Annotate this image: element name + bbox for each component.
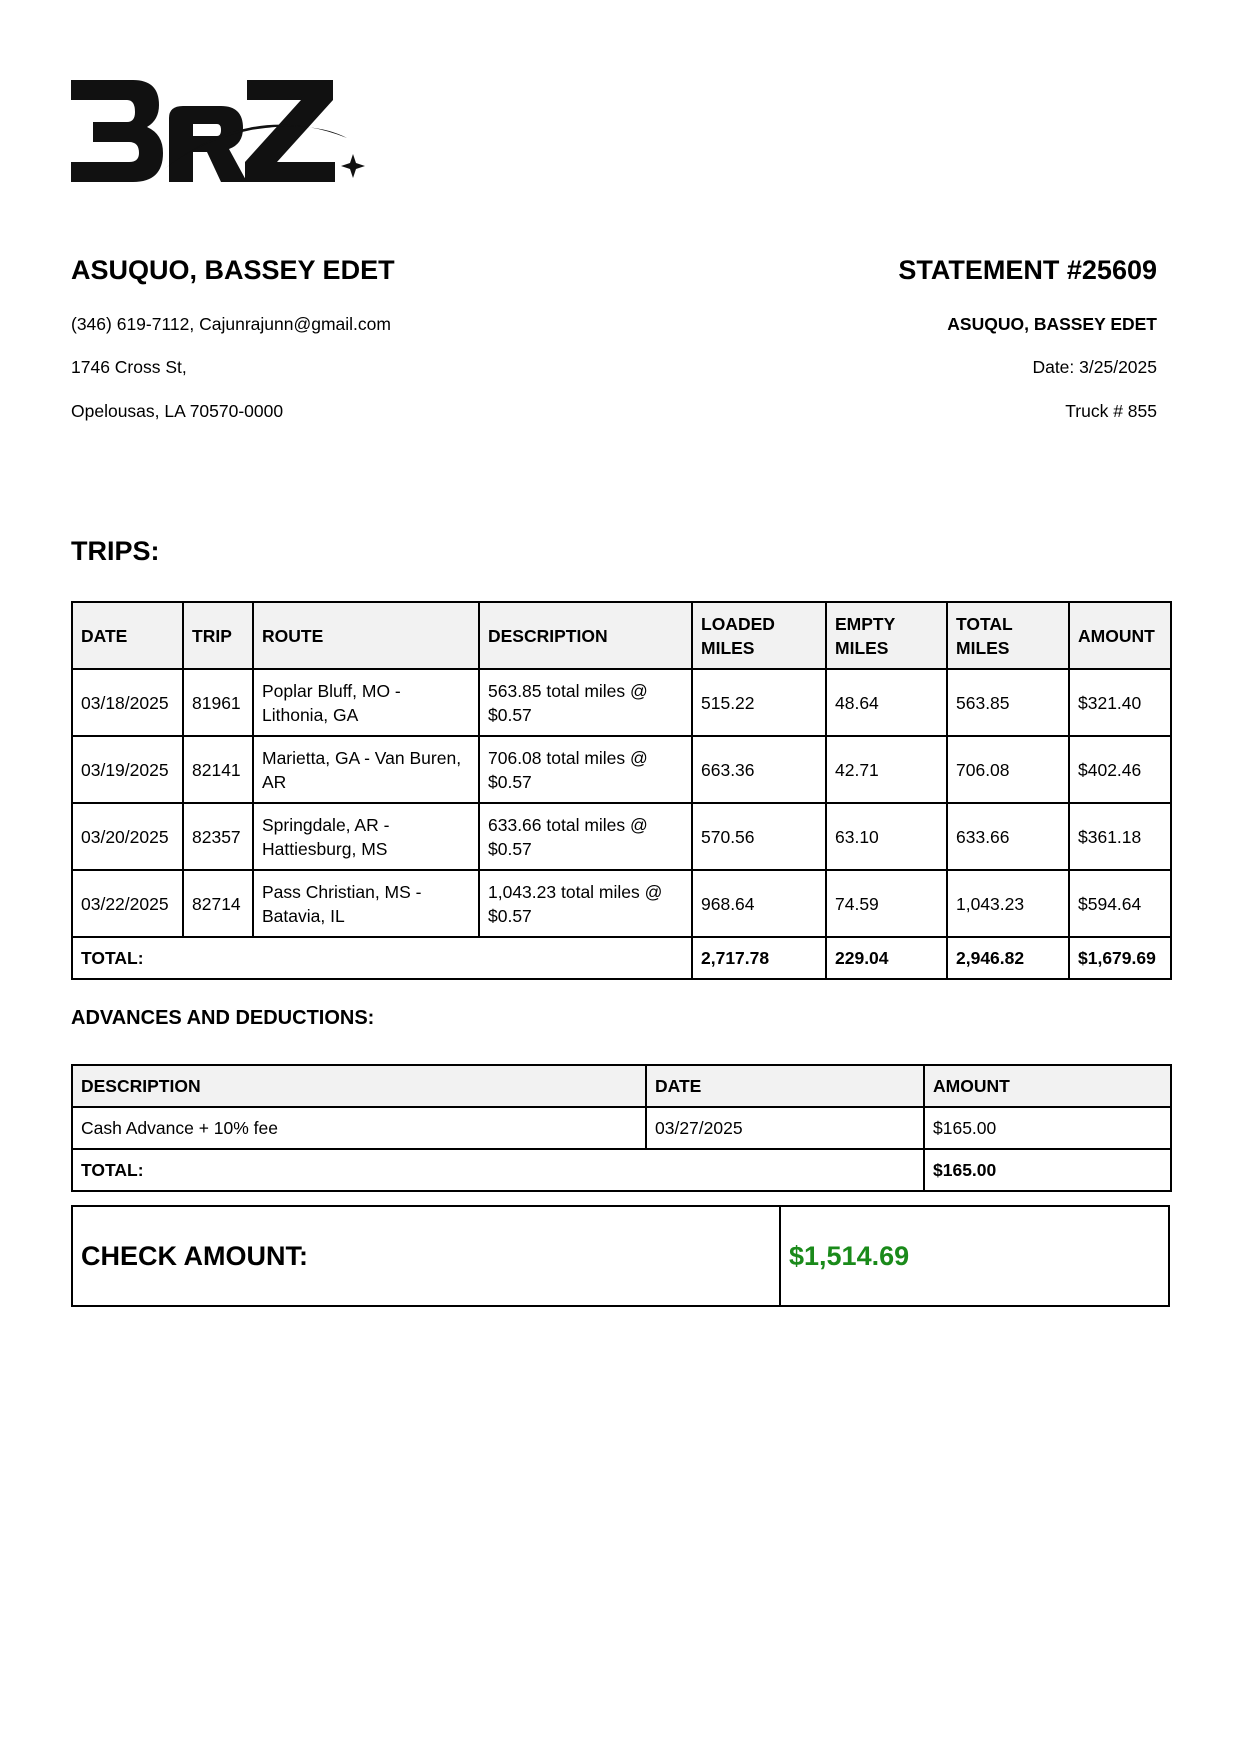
col-loaded-miles: LOADED MILES: [692, 602, 826, 669]
trips-total-miles: 2,946.82: [947, 937, 1069, 979]
trip-total-miles: 706.08: [947, 736, 1069, 803]
trip-route: Poplar Bluff, MO - Lithonia, GA: [253, 669, 479, 736]
driver-address-line1: 1746 Cross St,: [71, 357, 187, 377]
col-empty-miles: EMPTY MILES: [826, 602, 947, 669]
trips-total-label: TOTAL:: [72, 937, 692, 979]
statement-driver-name: ASUQUO, BASSEY EDET: [947, 314, 1157, 334]
deduction-date: 03/27/2025: [646, 1107, 924, 1149]
trip-route: Pass Christian, MS - Batavia, IL: [253, 870, 479, 937]
col-description: DESCRIPTION: [479, 602, 692, 669]
check-amount-value: $1,514.69: [789, 1240, 910, 1271]
table-row: [72, 669, 1171, 736]
col-amount: AMOUNT: [1069, 602, 1171, 669]
statement-title: STATEMENT #25609: [898, 255, 1157, 285]
trip-date: 03/18/2025: [72, 669, 183, 736]
trips-total-row: [72, 937, 1171, 979]
trip-description: 563.85 total miles @ $0.57: [479, 669, 692, 736]
trip-number: 82357: [183, 803, 253, 870]
col-amount: AMOUNT: [924, 1065, 1171, 1107]
trip-empty-miles: 74.59: [826, 870, 947, 937]
trip-loaded-miles: 570.56: [692, 803, 826, 870]
trips-header-row: [72, 602, 1171, 669]
deduction-amount: $165.00: [924, 1107, 1171, 1149]
statement-date: Date: 3/25/2025: [1032, 357, 1157, 377]
driver-name: ASUQUO, BASSEY EDET: [71, 255, 395, 285]
trip-empty-miles: 42.71: [826, 736, 947, 803]
trip-date: 03/19/2025: [72, 736, 183, 803]
trip-description: 633.66 total miles @ $0.57: [479, 803, 692, 870]
trip-amount: $361.18: [1069, 803, 1171, 870]
deductions-total-label: TOTAL:: [72, 1149, 924, 1191]
table-row: [72, 803, 1171, 870]
trip-date: 03/22/2025: [72, 870, 183, 937]
trips-total-empty: 229.04: [826, 937, 947, 979]
col-date: DATE: [72, 602, 183, 669]
statement-truck: Truck # 855: [1065, 401, 1157, 421]
col-route: ROUTE: [253, 602, 479, 669]
deductions-total-row: [72, 1149, 1171, 1191]
trips-table: [71, 601, 1172, 980]
trip-amount: $402.46: [1069, 736, 1171, 803]
trip-number: 82141: [183, 736, 253, 803]
trip-description: 706.08 total miles @ $0.57: [479, 736, 692, 803]
trip-loaded-miles: 663.36: [692, 736, 826, 803]
trips-title: TRIPS:: [71, 536, 160, 566]
col-description: DESCRIPTION: [72, 1065, 646, 1107]
col-date: DATE: [646, 1065, 924, 1107]
trip-route: Marietta, GA - Van Buren, AR: [253, 736, 479, 803]
trip-amount: $594.64: [1069, 870, 1171, 937]
driver-contact: (346) 619-7112, Cajunrajunn@gmail.com: [71, 314, 391, 334]
trip-total-miles: 1,043.23: [947, 870, 1069, 937]
trip-description: 1,043.23 total miles @ $0.57: [479, 870, 692, 937]
table-row: [72, 1107, 1171, 1149]
trip-number: 82714: [183, 870, 253, 937]
driver-address-line2: Opelousas, LA 70570-0000: [71, 401, 284, 421]
table-row: [72, 736, 1171, 803]
check-amount-box: [71, 1205, 1170, 1307]
deductions-header-row: [72, 1065, 1171, 1107]
deduction-description: Cash Advance + 10% fee: [72, 1107, 646, 1149]
check-amount-label: CHECK AMOUNT:: [73, 1207, 781, 1305]
trip-loaded-miles: 968.64: [692, 870, 826, 937]
trip-route: Springdale, AR - Hattiesburg, MS: [253, 803, 479, 870]
trip-total-miles: 633.66: [947, 803, 1069, 870]
deductions-title: ADVANCES AND DEDUCTIONS:: [71, 1007, 375, 1029]
trip-loaded-miles: 515.22: [692, 669, 826, 736]
brz-logo: [71, 78, 381, 190]
col-total-miles: TOTAL MILES: [947, 602, 1069, 669]
col-trip: TRIP: [183, 602, 253, 669]
deductions-total-amount: $165.00: [924, 1149, 1171, 1191]
table-row: [72, 870, 1171, 937]
trip-total-miles: 563.85: [947, 669, 1069, 736]
trip-date: 03/20/2025: [72, 803, 183, 870]
trip-amount: $321.40: [1069, 669, 1171, 736]
trip-number: 81961: [183, 669, 253, 736]
trip-empty-miles: 48.64: [826, 669, 947, 736]
trips-total-amount: $1,679.69: [1069, 937, 1171, 979]
trips-total-loaded: 2,717.78: [692, 937, 826, 979]
deductions-table: [71, 1064, 1172, 1192]
trip-empty-miles: 63.10: [826, 803, 947, 870]
